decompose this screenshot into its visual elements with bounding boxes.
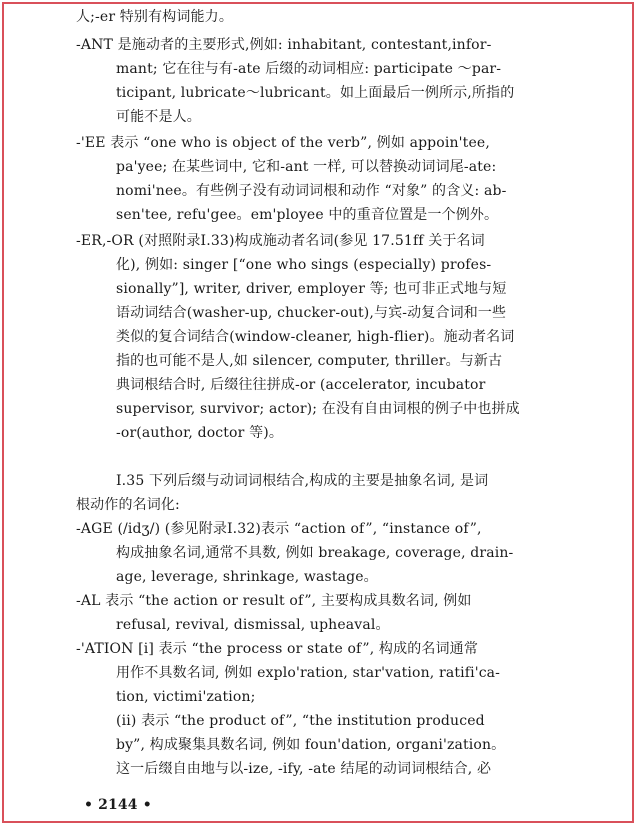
text-line: (ii) 表示 “the product of”, “the institution produced [116, 713, 485, 729]
section-heading: Ⅰ.35 下列后缀与动词词根结合,构成的主要是抽象名词, 是词 [116, 473, 489, 489]
text-line: -or(author, doctor 等)。 [116, 425, 283, 441]
text-line: mant; 它在往与有-ate 后缀的动词相应: participate ～par- [116, 61, 502, 77]
text-line: 人;-er 特别有构词能力。 [76, 9, 233, 25]
text-line: nomi'nee。有些例子没有动词词根和动作 “对象” 的含义: ab- [116, 183, 507, 199]
text-line: by”, 构成聚集具数名词, 例如 foun'dation, organi'zation。 [116, 737, 506, 753]
text-line: 语动词结合(washer-up, chucker-out),与宾-动复合词和一些 [116, 305, 507, 321]
text-line: 类似的复合词结合(window-cleaner, high-flier)。施动者名词 [116, 329, 515, 345]
text-line: sionally”], writer, driver, employer 等; 也可非正式地与短 [116, 281, 507, 297]
entry-ation: -'ATION [i] 表示 “the process or state of”, 构成的名词通常 [76, 641, 478, 657]
text-line: supervisor, survivor; actor); 在没有自由词根的例子中也拼成 [116, 401, 520, 417]
text-line: refusal, revival, dismissal, upheaval。 [116, 617, 390, 633]
text-line: 这一后缀自由地与以-ize, -ify, -ate 结尾的动词词根结合, 必 [116, 761, 492, 777]
text-line: 根动作的名词化: [76, 497, 180, 513]
entry-er-or: -ER,-OR (对照附录Ⅰ.33)构成施动者名词(参见 17.51ff 关于名词 [76, 233, 485, 249]
text-line: 指的也可能不是人,如 silencer, computer, thriller。与新古 [116, 353, 503, 369]
entry-al: -AL 表示 “the action or result of”, 主要构成具数名词, 例如 [76, 593, 472, 609]
page-number: • 2144 • [84, 797, 152, 813]
text-line: sen'tee, refu'gee。em'ployee 中的重音位置是一个例外。 [116, 207, 499, 223]
text-line: 用作不具数名词, 例如 explo'ration, star'vation, ratifi'ca- [116, 665, 501, 681]
text-line: tion, victimi'zation; [116, 689, 256, 705]
text-line: 构成抽象名词,通常不具数, 例如 breakage, coverage, drain- [116, 545, 514, 561]
text-line: pa'yee; 在某些词中, 它和-ant 一样, 可以替换动词词尾-ate: [116, 159, 497, 175]
text-line: ticipant, lubricate～lubricant。如上面最后一例所示,所指的 [116, 85, 515, 101]
text-line: age, leverage, shrinkage, wastage。 [116, 569, 378, 585]
text-line: 典词根结合时, 后缀往往拼成-or (accelerator, incubator [116, 377, 486, 393]
entry-ant: -ANT 是施动者的主要形式,例如: inhabitant, contestant,infor- [76, 37, 492, 53]
text-line: 化), 例如: singer [“one who sings (especially) profes- [116, 257, 492, 273]
text-line: 可能不是人。 [116, 109, 201, 125]
entry-ee: -'EE 表示 “one who is object of the verb”, 例如 appoin'tee, [76, 135, 490, 151]
entry-age: -AGE (/idʒ/) (参见附录Ⅰ.32)表示 “action of”, “instance of”, [76, 521, 482, 537]
